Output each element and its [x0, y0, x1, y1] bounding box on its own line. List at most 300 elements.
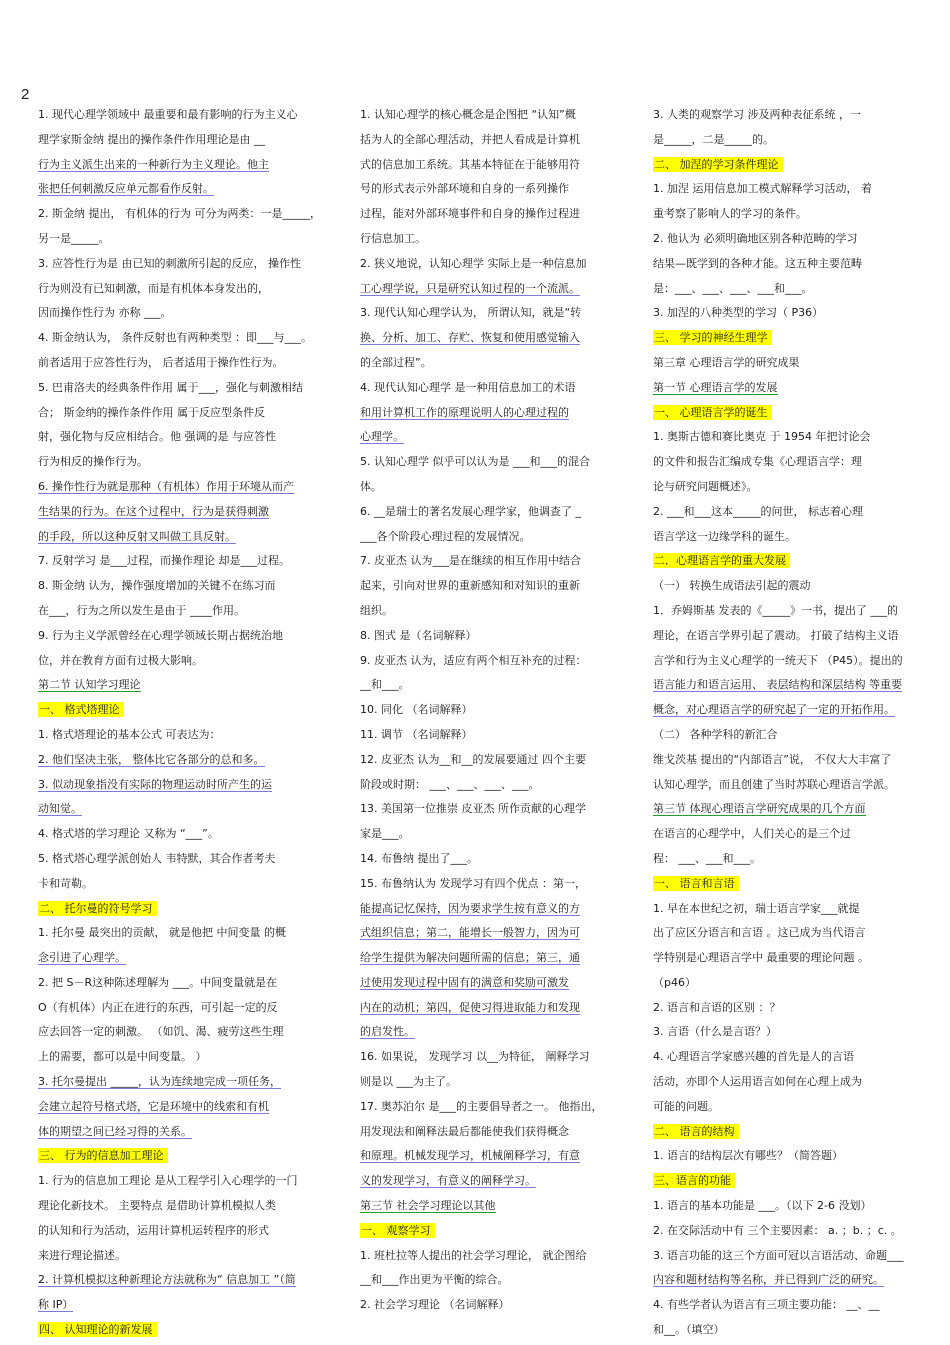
line-text: 四、 认知理论的新发展 [38, 1322, 157, 1337]
line-text: 2. 狭义地说，认知心理学 实际上是一种信息加 [360, 256, 587, 270]
text-line [38, 946, 338, 971]
text-line [38, 1268, 338, 1293]
line-text: 括为人的全部心理活动，并把人看成是计算机 [360, 132, 580, 146]
line-text: 6. 操作性行为就是那种（有机体）作用于环境从而产 [38, 479, 294, 493]
line-text: 1. 行为的信息加工理论 是从工程学引入心理学的一门 [38, 1174, 298, 1188]
text-line [38, 252, 338, 277]
text-line [360, 921, 630, 946]
line-text: 第三节 社会学习理论以其他 [360, 1199, 496, 1213]
line-text: 阶段或时期： ___、___、___、___。 [360, 777, 540, 791]
line-text: （二） 各种学科的新汇合 [653, 727, 778, 741]
line-text: 换、分析、加工、存贮、恢复和使用感觉输入 [360, 331, 580, 345]
text-line [38, 277, 338, 302]
line-text: 程： ___、___和___。 [653, 851, 761, 865]
text-line [360, 277, 630, 302]
text-line [653, 500, 918, 525]
line-text: 过程，能对外部环境事件和自身的操作过程进 [360, 207, 580, 221]
text-line [38, 574, 338, 599]
text-line [653, 252, 918, 277]
text-line [360, 103, 630, 128]
line-text: 3. 言语（什么是言语？） [653, 1025, 777, 1039]
text-line [653, 624, 918, 649]
line-text: 三、 学习的神经生理学 [653, 330, 772, 345]
text-line [360, 252, 630, 277]
text-line [360, 177, 630, 202]
line-text: 式组织信息；第二，能增长一般智力，因为可 [360, 926, 580, 940]
line-text: 用发现法和阐释法最后都能使我们获得概念 [360, 1124, 569, 1138]
section-heading [653, 153, 918, 178]
line-text: 内在的动机；第四，促使习得进取能力和发现 [360, 1000, 580, 1014]
line-text: 3. 人类的观察学习 涉及两种表征系统 ，一 [653, 108, 861, 121]
line-text: 4. 斯金纳认为， 条件反射也有两种类型 ：即___与___。 [38, 331, 312, 345]
line-text: 活动，亦即个人运用语言如何在心理上成为 [653, 1075, 862, 1089]
text-line [360, 897, 630, 922]
text-line [653, 1095, 918, 1120]
text-line [653, 177, 918, 202]
text-line [360, 500, 630, 525]
section-heading [38, 698, 338, 723]
line-text: 体。 [360, 479, 382, 493]
line-text: 2. 把 S－R这种陈述理解为 ___。中间变量就是在 [38, 975, 278, 989]
line-text: 重考察了影响人的学习的条件。 [653, 207, 807, 221]
line-text: 的启发性。 [360, 1025, 415, 1039]
line-text: 2. 社会学习理论 （名词解释） [360, 1298, 510, 1312]
line-text: 2. ___和___这本_____的问世， 标志着心理 [653, 504, 863, 518]
text-line [653, 847, 918, 872]
line-text: 4. 心理语言学家感兴趣的首先是人的言语 [653, 1050, 854, 1064]
text-line [38, 1293, 338, 1318]
text-line [653, 673, 918, 698]
section-heading [653, 376, 918, 401]
line-text: 动知觉。 [38, 802, 82, 816]
text-line [38, 500, 338, 525]
line-text: 3. 现代认知心理学认为， 所谓认知，就是“转 [360, 306, 582, 320]
line-text: 起来，引向对世界的重新感知和对知识的重新 [360, 579, 580, 593]
text-line [653, 202, 918, 227]
line-text: 17. 奥苏泊尔 是___的主要倡导者之一。 他指出， [360, 1099, 603, 1113]
line-text: （一） 转换生成语法引起的震动 [653, 579, 811, 593]
text-line [360, 153, 630, 178]
section-heading [38, 1318, 338, 1343]
line-text: 行信息加工。 [360, 231, 426, 245]
text-line [653, 1244, 918, 1269]
line-text: __和___作出更为平衡的综合。 [360, 1273, 509, 1287]
text-line [360, 1070, 630, 1095]
line-text: 1. 语言的结构层次有哪些？（简答题） [653, 1149, 843, 1163]
text-line [653, 1219, 918, 1244]
line-text: 认知心理学，而且创建了当时苏联心理语言学派。 [653, 777, 895, 791]
line-text: 理论化新技术。 主要特点 是借助计算机模拟人类 [38, 1199, 276, 1213]
line-text: 一、 观察学习 [360, 1223, 435, 1238]
line-text: 第一节 心理语言学的发展 [653, 380, 778, 394]
text-line [360, 971, 630, 996]
line-text: 三、 行为的信息加工理论 [38, 1148, 168, 1163]
text-line [653, 277, 918, 302]
line-text: 1. 奥斯古德和赛比奥克 于 1954 年把讨论会 [653, 430, 871, 444]
text-line [653, 1144, 918, 1169]
section-heading [653, 1120, 918, 1145]
text-line [360, 996, 630, 1021]
text-line [38, 177, 338, 202]
text-line [360, 599, 630, 624]
line-text: 语言学这一边缘学科的诞生。 [653, 529, 796, 543]
text-line [38, 773, 338, 798]
text-line [38, 450, 338, 475]
line-text: 和用计算机工作的原理说明人的心理过程的 [360, 405, 569, 419]
line-text: 二、 语言的结构 [653, 1124, 739, 1139]
line-text: 3. 似动现象指没有实际的物理运动时所产生的运 [38, 777, 272, 791]
text-line [360, 698, 630, 723]
text-line [653, 1070, 918, 1095]
line-text: 8. 斯金纳 认为，操作强度增加的关键不在练习而 [38, 579, 276, 593]
text-line [653, 649, 918, 674]
section-heading [38, 897, 338, 922]
line-text: 10. 同化 （名词解释） [360, 703, 473, 717]
line-text: 义的发现学习，有意义的阐释学习。 [360, 1174, 536, 1188]
text-line [653, 599, 918, 624]
text-line [360, 624, 630, 649]
line-text: 7. 反射学习 是___过程，而操作理论 却是___过程。 [38, 554, 290, 568]
line-text: 一、 格式塔理论 [38, 702, 124, 717]
line-text: 2. 他们坚决主张， 整体比它各部分的总和多。 [38, 752, 265, 766]
section-heading [653, 549, 918, 574]
text-line [360, 872, 630, 897]
section-heading [38, 673, 338, 698]
line-text: 16. 如果说， 发现学习 以__为特征， 阐释学习 [360, 1050, 590, 1064]
text-line [360, 475, 630, 500]
text-line [360, 128, 630, 153]
line-text: 言学和行为主义心理学的一统天下 （P45）。提出的 [653, 653, 903, 667]
line-text: 位，并在教育方面有过极大影响。 [38, 653, 203, 667]
line-text: 9. 皮亚杰 认为，适应有两个相互补充的过程： [360, 653, 587, 667]
line-text: 二、 托尔曼的符号学习 [38, 901, 157, 916]
text-line [38, 1244, 338, 1269]
line-text: 三、语言的功能 [653, 1173, 735, 1188]
line-text: 1. 认知心理学的核心概念是企图把 “认知”概 [360, 108, 576, 121]
section-heading [653, 797, 918, 822]
text-line [653, 525, 918, 550]
line-text: 念引进了心理学。 [38, 951, 126, 965]
text-line [38, 797, 338, 822]
section-heading [653, 1169, 918, 1194]
line-text: 4. 有些学者认为语言有三项主要功能： __、__ [653, 1298, 880, 1312]
text-line [653, 723, 918, 748]
line-text: 第二节 认知学习理论 [38, 678, 141, 692]
text-line [38, 1194, 338, 1219]
line-text: 2. 斯金纳 提出， 有机体的行为 可分为两类：一是_____， [38, 207, 321, 221]
text-line [653, 897, 918, 922]
line-text: （p46） [653, 975, 696, 989]
text-line [38, 525, 338, 550]
text-line [360, 1244, 630, 1269]
text-line [38, 103, 338, 128]
text-line [360, 351, 630, 376]
line-text: 上的需要，都可以是中间变量。 ） [38, 1050, 207, 1064]
line-text: 可能的问题。 [653, 1099, 719, 1113]
line-text: 的认知和行为活动，运用计算机运转程序的形式 [38, 1223, 269, 1237]
text-line [653, 475, 918, 500]
text-line [38, 921, 338, 946]
text-column-left [38, 103, 338, 1343]
line-text: 会建立起符号格式塔，它是环境中的线索和有机 [38, 1099, 269, 1113]
line-text: 在语言的心理学中，人们关心的是三个过 [653, 827, 851, 841]
line-text: 语言能力和语言运用、 表层结构和深层结构 等重要 [653, 678, 902, 692]
text-line [38, 301, 338, 326]
line-text: 6. __是瑞士的著名发展心理学家，他调查了 _ [360, 504, 581, 518]
text-line [360, 673, 630, 698]
line-text: 是：___、___、___、___和___。 [653, 281, 813, 295]
text-line [38, 649, 338, 674]
line-text: 的手段，所以这种反射又叫做工具反射。 [38, 529, 236, 543]
text-line [38, 351, 338, 376]
line-text: 1．乔姆斯基 发表的《_____》一书，提出了 ___的 [653, 603, 898, 617]
line-text: 理论，在语言学界引起了震动。 打破了结构主义语 [653, 628, 899, 642]
text-line [38, 748, 338, 773]
text-line [38, 227, 338, 252]
line-text: 二、 加涅的学习条件理论 [653, 157, 783, 172]
line-text: 称 IP） [38, 1298, 74, 1312]
line-text: 理学家斯金纳 提出的操作条件作用理论是由 __ [38, 132, 265, 146]
text-line [38, 1120, 338, 1145]
text-line [653, 773, 918, 798]
line-text: 心理学。 [360, 430, 404, 444]
line-text: 维戈茨基 提出的“内部语言”说， 不仅大大丰富了 [653, 752, 892, 766]
text-line [653, 425, 918, 450]
text-line [653, 971, 918, 996]
text-line [38, 624, 338, 649]
line-text: 1. 早在本世纪之初，瑞士语言学家___就提 [653, 901, 860, 915]
line-text: 14. 布鲁纳 提出了___。 [360, 851, 478, 865]
line-text: 给学生提供为解决问题所需的信息；第三，通 [360, 951, 580, 965]
line-text: 二．心理语言学的重大发展 [653, 553, 790, 568]
text-line [360, 202, 630, 227]
line-text: 的全部过程”。 [360, 355, 432, 369]
text-line [360, 525, 630, 550]
text-line [360, 1169, 630, 1194]
line-text: __和___。 [360, 678, 410, 692]
text-line [653, 351, 918, 376]
text-line [38, 971, 338, 996]
line-text: 号的形式表示外部环境和自身的一系列操作 [360, 182, 569, 196]
text-line [38, 996, 338, 1021]
line-text: 论与研究问题概述》。 [653, 479, 758, 493]
line-text: 一、 心理语言学的诞生 [653, 405, 772, 420]
line-text: 组织。 [360, 603, 393, 617]
line-text: 体的期望之间已经习得的关系。 [38, 1124, 192, 1138]
text-line [360, 326, 630, 351]
text-line [38, 1219, 338, 1244]
line-text: 前者适用于应答性行为， 后者适用于操作性行为。 [38, 355, 284, 369]
text-line [38, 425, 338, 450]
text-line [653, 103, 918, 128]
text-line [360, 1293, 630, 1318]
text-line [360, 723, 630, 748]
text-line [38, 847, 338, 872]
line-text: 5. 认知心理学 似乎可以认为是 ___和___的混合 [360, 455, 590, 469]
line-text: 合； 斯金纳的操作条件作用 属于反应型条件反 [38, 405, 265, 419]
text-line [38, 128, 338, 153]
line-text: 3. 加涅的八种类型的学习（ P36） [653, 306, 824, 320]
line-text: 15. 布鲁纳认为 发现学习有四个优点 ：第一， [360, 876, 586, 890]
text-line [360, 1120, 630, 1145]
text-line [360, 946, 630, 971]
text-line [653, 1194, 918, 1219]
line-text: 张把任何刺激反应单元都看作反射。 [38, 182, 214, 196]
line-text: 3. 应答性行为是 由已知的刺激所引起的反应， 操作性 [38, 256, 301, 270]
text-line [38, 1095, 338, 1120]
text-line [360, 1268, 630, 1293]
text-line [653, 946, 918, 971]
line-text: 第三章 心理语言学的研究成果 [653, 355, 800, 369]
text-line [360, 847, 630, 872]
line-text: 和原理。机械发现学习，机械阐释学习，有意 [360, 1149, 580, 1163]
text-line [360, 227, 630, 252]
line-text: 3. 托尔曼提出 _____，认为连续地完成一项任务， [38, 1075, 281, 1089]
line-text: 12. 皮亚杰 认为__和__的发展要通过 四个主要 [360, 752, 586, 766]
text-line [653, 1318, 918, 1343]
text-line [360, 649, 630, 674]
line-text: 在___，行为之所以发生是由于 ____作用。 [38, 603, 245, 617]
text-line [653, 822, 918, 847]
line-text: 1. 班杜拉等人提出的社会学习理论， 就企图给 [360, 1248, 587, 1262]
line-text: 一、 语言和言语 [653, 876, 739, 891]
section-heading [360, 1219, 630, 1244]
text-line [38, 376, 338, 401]
line-text: 内容和题材结构等名称，并已得到广泛的研究。 [653, 1273, 884, 1287]
text-line [38, 1169, 338, 1194]
line-text: 8. 图式 是（名词解释） [360, 628, 477, 642]
line-text: O（有机体）内正在进行的东西，可引起一定的反 [38, 1000, 278, 1014]
line-text: 11. 调节 （名词解释） [360, 727, 473, 741]
line-text: 行为则没有已知刺激，而是有机体本身发出的， [38, 281, 269, 295]
text-line [360, 1144, 630, 1169]
line-text: 5. 巴甫洛夫的经典条件作用 属于___，强化与刺激相结 [38, 380, 303, 394]
text-line [38, 549, 338, 574]
text-line [360, 549, 630, 574]
section-heading [653, 401, 918, 426]
text-line [38, 202, 338, 227]
line-text: 13. 美国第一位推崇 皮亚杰 所作贡献的心理学 [360, 802, 586, 816]
line-text: 因而操作性行为 亦称 ___。 [38, 306, 172, 320]
section-heading [653, 326, 918, 351]
text-line [360, 773, 630, 798]
line-text: 1. 加涅 运用信息加工模式解释学习活动， 着 [653, 182, 872, 196]
text-line [38, 872, 338, 897]
section-heading [38, 1144, 338, 1169]
text-line [38, 1045, 338, 1070]
text-line [38, 153, 338, 178]
line-text: 卡和苛勒。 [38, 876, 93, 890]
line-text: 4. 格式塔的学习理论 又称为 “___”。 [38, 827, 219, 841]
line-text: 2. 计算机模拟这种新理论方法就称为“ 信息加工 ”（简 [38, 1273, 296, 1287]
line-text: 行为相反的操作行为。 [38, 455, 148, 469]
page-number: 2 [21, 86, 30, 103]
line-text: 第三节 体现心理语言学研究成果的几个方面 [653, 802, 866, 816]
text-column-middle [360, 103, 630, 1318]
section-heading [653, 872, 918, 897]
line-text: 生结果的行为。在这个过程中，行为是获得刺激 [38, 504, 269, 518]
text-line [653, 1268, 918, 1293]
text-line [360, 574, 630, 599]
line-text: 和__。（填空） [653, 1323, 725, 1337]
text-line [38, 1070, 338, 1095]
line-text: 出了应区分语言和言语 。这已成为当代语言 [653, 926, 866, 940]
text-line [38, 723, 338, 748]
text-line [653, 748, 918, 773]
text-line [653, 1045, 918, 1070]
text-line [360, 450, 630, 475]
line-text: 5. 格式塔心理学派创始人 韦特默，其合作者考夫 [38, 851, 276, 865]
line-text: 应去回答一定的刺激。 （如饥、渴、疲劳这些生理 [38, 1025, 284, 1039]
text-line [653, 301, 918, 326]
text-line [360, 301, 630, 326]
text-line [360, 748, 630, 773]
text-line [653, 698, 918, 723]
line-text: 是_____，二是_____的。 [653, 132, 774, 146]
line-text: 则是以 ___为主了。 [360, 1075, 457, 1089]
line-text: 3. 语言功能的这三个方面可冠以言语活动、命题___ [653, 1248, 904, 1262]
line-text: 2. 他认为 必须明确地区别各种范畴的学习 [653, 231, 858, 245]
text-line [360, 1020, 630, 1045]
line-text: 行为主义派生出来的一种新行为主义理论。他主 [38, 157, 269, 171]
line-text: 1. 格式塔理论的基本公式 可表达为： [38, 727, 221, 741]
text-line [653, 574, 918, 599]
text-line [360, 1095, 630, 1120]
line-text: 2. 语言和言语的区别 ：？ [653, 1000, 781, 1014]
text-line [38, 401, 338, 426]
text-line [653, 128, 918, 153]
line-text: 能提高记忆保持，因为要求学生按有意义的方 [360, 901, 580, 915]
text-line [38, 822, 338, 847]
text-line [38, 599, 338, 624]
line-text: ___各个阶段心理过程的发展情况。 [360, 529, 531, 543]
line-text: 7. 皮亚杰 认为___是在继续的相互作用中结合 [360, 554, 581, 568]
line-text: 9. 行为主义学派曾经在心理学领域长期占据统治地 [38, 628, 283, 642]
text-line [360, 401, 630, 426]
section-heading [360, 1194, 630, 1219]
text-line [360, 376, 630, 401]
text-line [653, 450, 918, 475]
line-text: 2. 在交际活动中有 三个主要因素： a. ；b. ；c. 。 [653, 1223, 902, 1237]
text-line [653, 921, 918, 946]
line-text: 过使用发现过程中固有的满意和奖励可激发 [360, 975, 569, 989]
text-line [360, 425, 630, 450]
line-text: 来进行理论描述。 [38, 1248, 126, 1262]
text-column-right [653, 103, 918, 1343]
text-line [38, 1020, 338, 1045]
line-text: 另一是_____。 [38, 231, 110, 245]
line-text: 结果—既学到的各种才能。这五种主要范畴 [653, 256, 862, 270]
line-text: 射，强化物与反应相结合。他 强调的是 与应答性 [38, 430, 276, 444]
line-text: 的文件和报告汇编成专集《心理语言学：理 [653, 455, 862, 469]
line-text: 工心理学说，只是研究认知过程的一个流派。 [360, 281, 580, 295]
line-text: 概念，对心理语言学的研究起了一定的开拓作用。 [653, 703, 895, 717]
text-line [38, 475, 338, 500]
line-text: 家是___。 [360, 827, 410, 841]
text-line [360, 1045, 630, 1070]
line-text: 学特别是心理语言学中 最重要的理论问题 。 [653, 951, 869, 965]
line-text: 1. 托尔曼 最突出的贡献， 就是他把 中间变量 的概 [38, 926, 286, 940]
text-line [653, 1020, 918, 1045]
text-line [653, 996, 918, 1021]
line-text: 4. 现代认知心理学 是一种用信息加工的术语 [360, 380, 576, 394]
text-line [653, 227, 918, 252]
text-line [38, 326, 338, 351]
line-text: 1. 现代心理学领域中 最重要和最有影响的行为主义心 [38, 108, 298, 121]
line-text: 式的信息加工系统。其基本特征在于能够用符 [360, 157, 580, 171]
text-line [360, 822, 630, 847]
line-text: 1. 语言的基本功能是 ___。（以下 2-6 没划） [653, 1199, 872, 1213]
